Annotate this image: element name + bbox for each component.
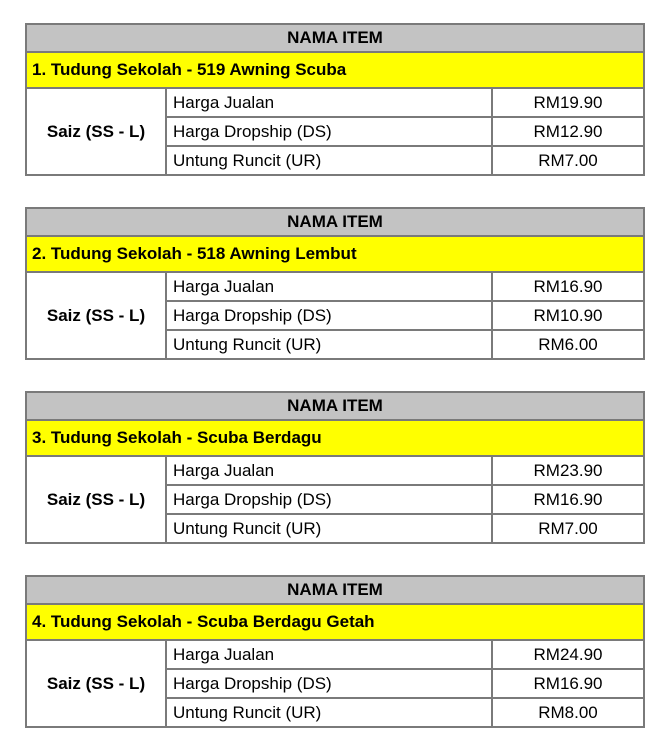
item-name-row — [26, 604, 644, 640]
price-value: RM23.90 — [492, 456, 644, 485]
price-label: Untung Runcit (UR) — [166, 330, 492, 359]
price-label: Harga Jualan — [166, 88, 492, 117]
table-header: NAMA ITEM — [26, 208, 644, 236]
price-value: RM16.90 — [492, 669, 644, 698]
price-table-1 — [25, 23, 645, 176]
price-value: RM12.90 — [492, 117, 644, 146]
price-value: RM19.90 — [492, 88, 644, 117]
price-table-3 — [25, 391, 645, 544]
size-label: Saiz (SS - L) — [26, 640, 166, 727]
item-name-row — [26, 52, 644, 88]
price-label: Harga Jualan — [166, 272, 492, 301]
price-value: RM8.00 — [492, 698, 644, 727]
price-label: Harga Dropship (DS) — [166, 301, 492, 330]
price-label: Untung Runcit (UR) — [166, 146, 492, 175]
price-table-4 — [25, 575, 645, 728]
price-label: Harga Dropship (DS) — [166, 669, 492, 698]
size-label: Saiz (SS - L) — [26, 272, 166, 359]
size-label: Saiz (SS - L) — [26, 88, 166, 175]
size-label: Saiz (SS - L) — [26, 456, 166, 543]
table-header: NAMA ITEM — [26, 24, 644, 52]
price-value: RM24.90 — [492, 640, 644, 669]
price-value: RM16.90 — [492, 272, 644, 301]
table-header: NAMA ITEM — [26, 392, 644, 420]
price-label: Harga Dropship (DS) — [166, 485, 492, 514]
table-header-row — [26, 208, 644, 236]
price-label: Harga Jualan — [166, 640, 492, 669]
price-label: Untung Runcit (UR) — [166, 514, 492, 543]
price-value: RM6.00 — [492, 330, 644, 359]
table-row — [26, 88, 644, 117]
table-header: NAMA ITEM — [26, 576, 644, 604]
table-row — [26, 640, 644, 669]
item-name-row — [26, 420, 644, 456]
item-name: 2. Tudung Sekolah - 518 Awning Lembut — [26, 236, 644, 272]
table-row — [26, 272, 644, 301]
price-table-2 — [25, 207, 645, 360]
table-header-row — [26, 392, 644, 420]
price-label: Harga Jualan — [166, 456, 492, 485]
table-row — [26, 456, 644, 485]
table-header-row — [26, 576, 644, 604]
price-label: Harga Dropship (DS) — [166, 117, 492, 146]
table-header-row — [26, 24, 644, 52]
price-value: RM7.00 — [492, 514, 644, 543]
item-name: 1. Tudung Sekolah - 519 Awning Scuba — [26, 52, 644, 88]
item-name-row — [26, 236, 644, 272]
price-value: RM10.90 — [492, 301, 644, 330]
price-label: Untung Runcit (UR) — [166, 698, 492, 727]
item-name: 4. Tudung Sekolah - Scuba Berdagu Getah — [26, 604, 644, 640]
item-name: 3. Tudung Sekolah - Scuba Berdagu — [26, 420, 644, 456]
price-value: RM16.90 — [492, 485, 644, 514]
price-value: RM7.00 — [492, 146, 644, 175]
